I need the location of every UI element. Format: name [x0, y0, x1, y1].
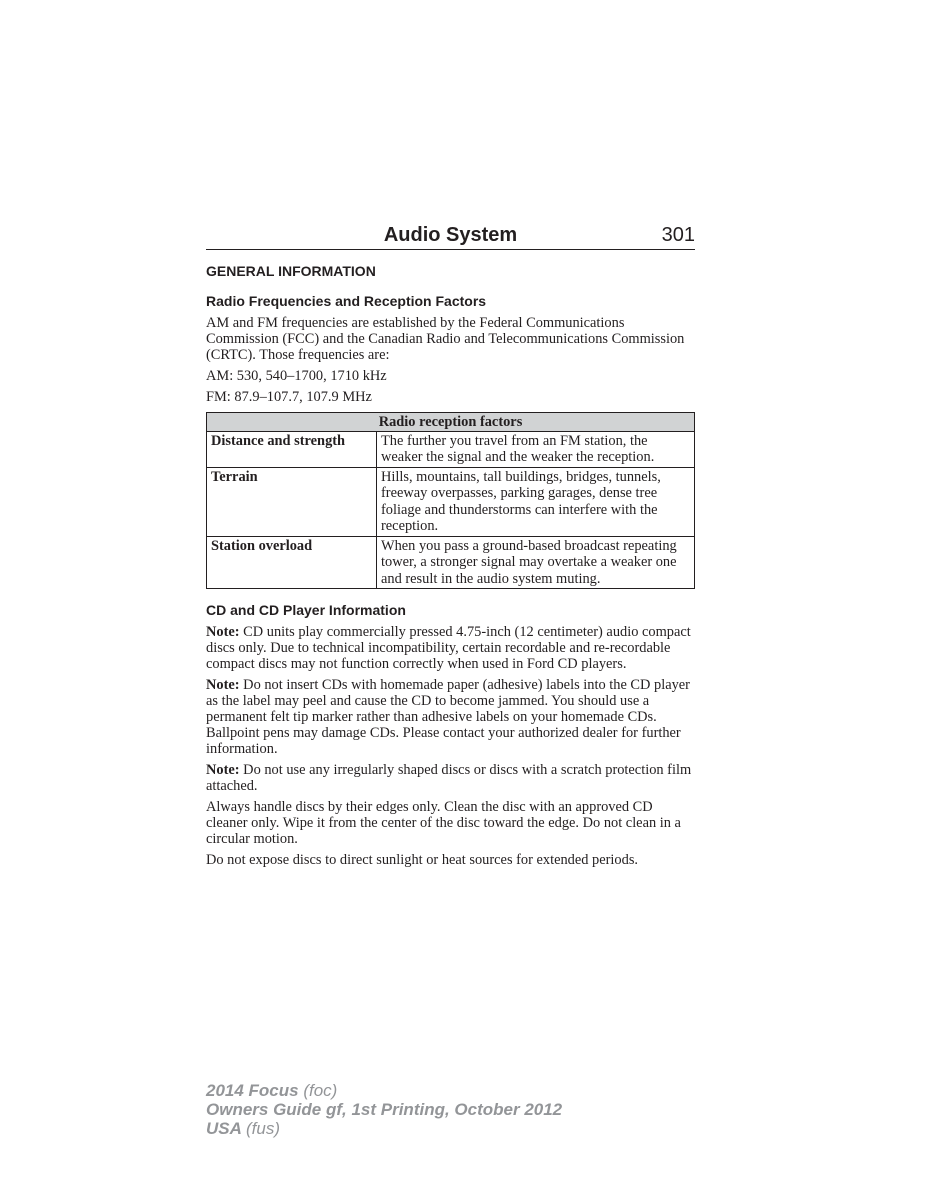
table-row	[207, 431, 695, 467]
page-footer	[206, 1081, 562, 1138]
cd-note-1	[206, 624, 695, 672]
factor-cell: Terrain	[207, 467, 377, 536]
page-title: Audio System	[383, 224, 518, 246]
cd-sunlight-paragraph: Do not expose discs to direct sunlight or heat sources for extended periods.	[206, 852, 639, 868]
cd-heading: CD and CD Player Information	[206, 602, 406, 618]
cd-note-3	[206, 762, 695, 794]
factor-cell: Station overload	[207, 536, 377, 589]
note-label: Note:	[206, 677, 240, 693]
footer-market-code: (fus)	[246, 1119, 280, 1138]
footer-line-3	[206, 1119, 562, 1138]
footer-line-1	[206, 1081, 562, 1100]
factor-cell: Distance and strength	[207, 431, 377, 467]
description-cell: Hills, mountains, tall buildings, bridges, tunnels, freeway overpasses, parking garages, dense tree foliage and thunderstorms can interfere with the reception.	[377, 467, 695, 536]
note-text: Do not use any irregularly shaped discs or discs with a scratch protection film attached.	[206, 762, 692, 794]
table-title: Radio reception factors	[207, 413, 695, 432]
radio-heading: Radio Frequencies and Reception Factors	[206, 293, 487, 309]
note-text: Do not insert CDs with homemade paper (adhesive) labels into the CD player as the label may peel and cause the CD to become jammed. You should use a permanent felt tip marker rather than adhesive labels on your homemade CDs. Ballpoint pens may damage CDs. Please contact your authorized dealer for further information.	[206, 677, 690, 757]
cd-handling-paragraph: Always handle discs by their edges only. Clean the disc with an approved CD cleaner only. Wipe it from the center of the disc toward the edge. Do not clean in a circular motion.	[206, 799, 681, 847]
manual-page	[206, 222, 695, 868]
footer-market: USA	[206, 1119, 242, 1138]
fm-frequencies: FM: 87.9–107.7, 107.9 MHz	[206, 389, 372, 405]
am-frequencies: AM: 530, 540–1700, 1710 kHz	[206, 368, 387, 384]
table-header-row	[207, 413, 695, 432]
description-cell: When you pass a ground-based broadcast repeating tower, a stronger signal may overtake a weaker one and result in the audio system muting.	[377, 536, 695, 589]
note-label: Note:	[206, 624, 240, 640]
page-number: 301	[661, 224, 695, 246]
note-label: Note:	[206, 762, 240, 778]
table-row	[207, 536, 695, 589]
reception-factors-table	[206, 412, 695, 589]
description-cell: The further you travel from an FM station, the weaker the signal and the weaker the reception.	[377, 431, 695, 467]
note-text: CD units play commercially pressed 4.75-inch (12 centimeter) audio compact discs only. Due to technical incompatibility, certain recordable and re-recordable compact discs may not function correctly when used in Ford CD players.	[206, 624, 691, 672]
section-heading: GENERAL INFORMATION	[206, 263, 376, 279]
page-header	[206, 222, 695, 250]
table-row	[207, 467, 695, 536]
footer-model-code: (foc)	[303, 1081, 338, 1100]
footer-line-2: Owners Guide gf, 1st Printing, October 2012	[206, 1100, 563, 1119]
radio-intro: AM and FM frequencies are established by the Federal Communications Commission (FCC) and the Canadian Radio and Telecommunications Commission (CRTC). Those frequencies are:	[206, 315, 685, 363]
footer-model: 2014 Focus	[206, 1081, 299, 1100]
cd-note-2	[206, 677, 695, 757]
